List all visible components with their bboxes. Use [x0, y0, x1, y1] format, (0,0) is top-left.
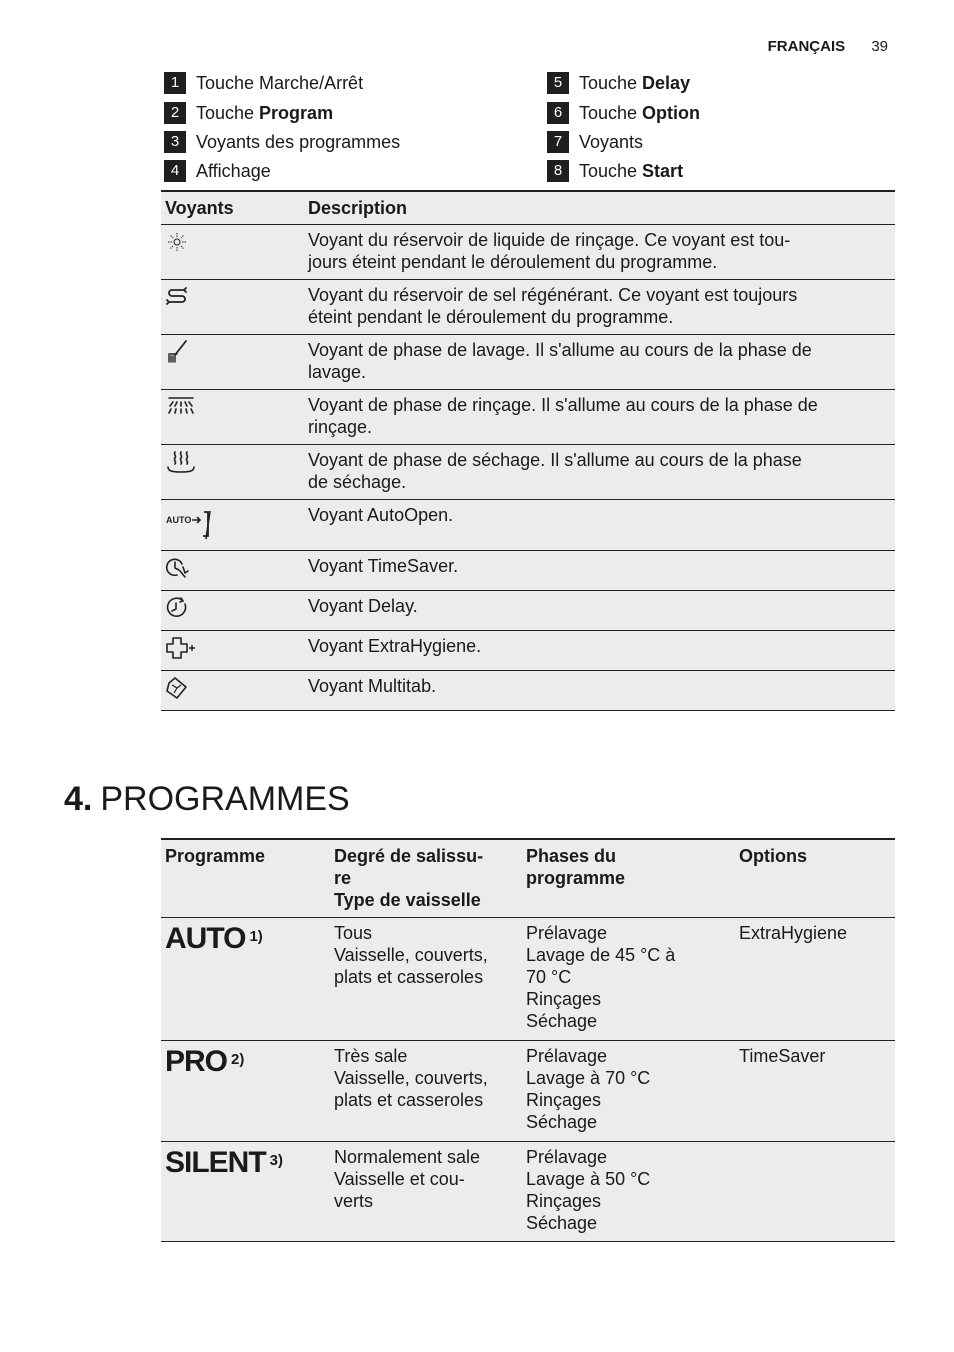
legend-item: [547, 129, 643, 155]
programme-footnote: 2): [231, 1051, 245, 1068]
row-description: Voyant ExtraHygiene.: [308, 635, 482, 656]
legend-bold: Program: [259, 102, 334, 123]
legend-text: Voyants: [579, 131, 644, 152]
table-row: [161, 590, 895, 630]
legend-number: 3: [164, 131, 186, 153]
col-header-options: Options: [739, 846, 807, 866]
table-row: [161, 918, 895, 1041]
row-description: Voyant TimeSaver.: [308, 555, 459, 576]
legend-bold: Option: [642, 102, 701, 123]
header-language: FRANÇAIS: [767, 38, 846, 55]
legend-text: Touche: [579, 102, 643, 123]
table-row: [161, 224, 895, 279]
programme-cell: [161, 918, 330, 1041]
table-header-row: [161, 191, 895, 224]
table-row: [161, 279, 895, 334]
legend-bold: Delay: [642, 72, 691, 93]
extrahygiene-icon: [164, 635, 300, 661]
salt-icon: [164, 284, 300, 310]
legend-item: [547, 70, 690, 96]
table-row: [161, 499, 895, 550]
autoopen-icon-label: AUTO: [166, 514, 192, 525]
legend-bold: Start: [642, 160, 684, 181]
legend-number: 4: [164, 160, 186, 182]
row-description: Voyant de phase de rinçage. Il s'allume au cours de la phase de rinçage.: [308, 394, 818, 437]
row-description: Voyant AutoOpen.: [308, 504, 454, 525]
table-row: [161, 1142, 895, 1242]
col-header-soil: Degré de salissu- re Type de vaisselle: [334, 846, 484, 910]
legend-text: Affichage: [196, 160, 271, 181]
section-number: 4.: [64, 780, 93, 818]
programmes-table: [161, 838, 895, 1242]
options-cell: ExtraHygiene: [739, 923, 848, 943]
row-description: Voyant du réservoir de sel régénérant. Ce voyant est toujours éteint pendant le déroulement du programme.: [308, 284, 798, 327]
table-row: [161, 550, 895, 590]
timesaver-icon: [164, 555, 300, 581]
rinse-aid-icon: [164, 229, 300, 255]
programme-cell: [161, 1142, 330, 1242]
legend-item: [547, 100, 700, 126]
phases-cell: Prélavage Lavage à 70 °C Rinçages Séchage: [526, 1046, 651, 1132]
legend-text: Touche: [196, 102, 260, 123]
legend-item: [164, 70, 363, 96]
table-row: [161, 630, 895, 670]
legend-text: Touche Marche/Arrêt: [196, 72, 364, 93]
multitab-icon: [164, 675, 300, 701]
table-row: [161, 389, 895, 444]
voyants-table: [161, 190, 895, 711]
delay-icon: [164, 595, 300, 621]
table-row: [161, 444, 895, 499]
table-row: [161, 1041, 895, 1142]
col-header-voyants: Voyants: [165, 198, 234, 218]
section-title: PROGRAMMES: [100, 780, 350, 818]
phases-cell: Prélavage Lavage à 50 °C Rinçages Séchage: [526, 1147, 651, 1233]
legend-item: [547, 158, 683, 184]
legend-item: [164, 129, 400, 155]
programme-name: AUTO: [165, 922, 246, 955]
legend-number: 7: [547, 131, 569, 153]
section-heading: [64, 780, 350, 819]
legend-item: [164, 100, 333, 126]
col-header-phases: Phases du programme: [526, 846, 626, 888]
legend-text: Voyants des programmes: [196, 131, 401, 152]
autoopen-icon: [164, 504, 300, 544]
row-description: Voyant Delay.: [308, 595, 418, 616]
programme-name: SILENT: [165, 1146, 266, 1179]
legend-text: Touche: [579, 72, 643, 93]
row-description: Voyant de phase de lavage. Il s'allume au cours de la phase de lavage.: [308, 339, 812, 382]
programme-cell: [161, 1041, 330, 1142]
table-row: [161, 670, 895, 710]
programme-footnote: 3): [269, 1152, 284, 1169]
legend-item: [164, 158, 271, 184]
programme-name: PRO: [165, 1045, 228, 1078]
legend-number: 6: [547, 102, 569, 124]
row-description: Voyant Multitab.: [308, 675, 437, 696]
page-header: [768, 38, 888, 55]
rinse-phase-icon: [164, 394, 300, 420]
programme-footnote: 1): [249, 928, 263, 945]
legend-number: 5: [547, 72, 569, 94]
col-header-description: Description: [308, 198, 408, 218]
table-row: [161, 334, 895, 389]
wash-phase-icon: [164, 339, 300, 365]
col-header-programme: Programme: [165, 846, 266, 866]
table-header-row: [161, 839, 895, 918]
legend-text: Touche: [579, 160, 643, 181]
page-number: 39: [871, 38, 888, 55]
legend-number: 8: [547, 160, 569, 182]
legend-number: 2: [164, 102, 186, 124]
row-description: Voyant du réservoir de liquide de rinçage. Ce voyant est tou- jours éteint pendant le déroulement du programme.: [308, 229, 791, 272]
soil-cell: Très sale Vaisselle, couverts, plats et casseroles: [334, 1046, 488, 1110]
soil-cell: Normalement sale Vaisselle et cou- verts: [334, 1147, 481, 1211]
drying-phase-icon: [164, 449, 300, 475]
legend-number: 1: [164, 72, 186, 94]
phases-cell: Prélavage Lavage de 45 °C à 70 °C Rinçages Séchage: [526, 923, 676, 1031]
row-description: Voyant de phase de séchage. Il s'allume au cours de la phase de séchage.: [308, 449, 802, 492]
options-cell: [735, 1142, 895, 1242]
options-cell: TimeSaver: [739, 1046, 826, 1066]
soil-cell: Tous Vaisselle, couverts, plats et casseroles: [334, 923, 488, 987]
